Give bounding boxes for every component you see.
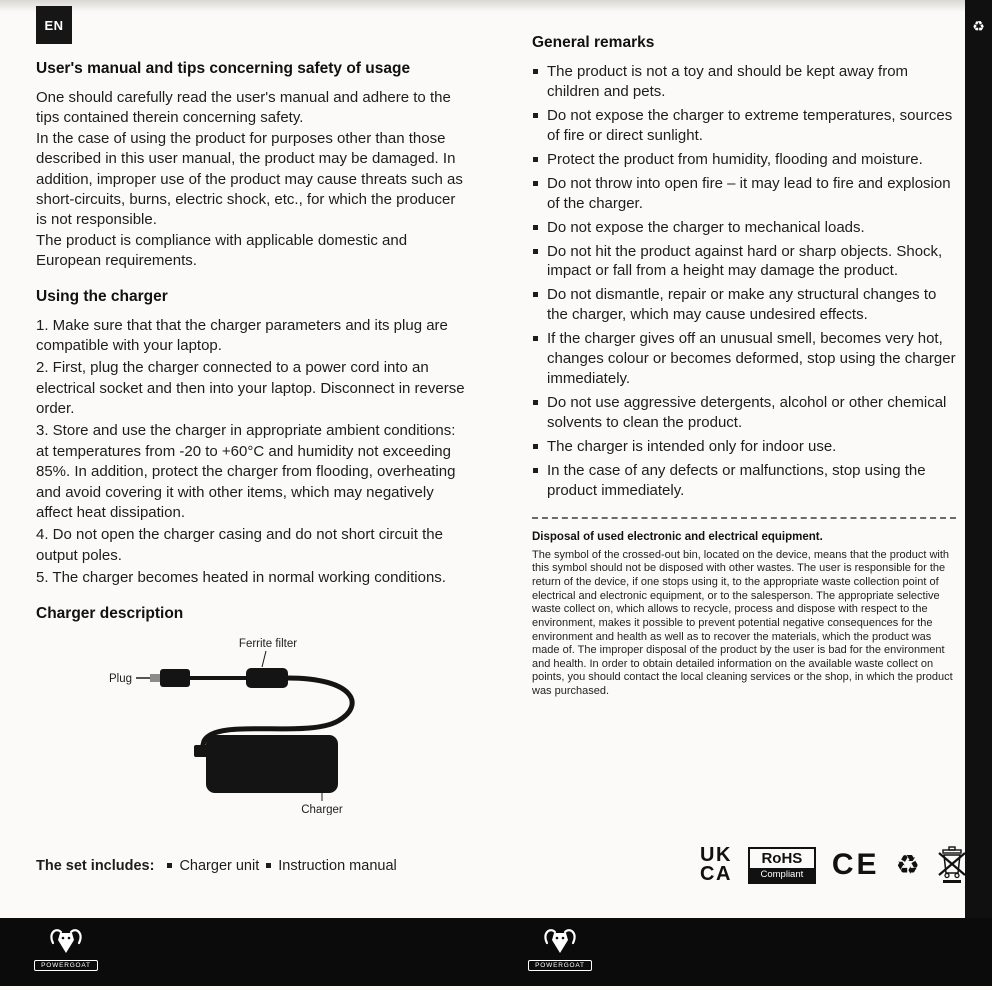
general-remark: If the charger gives off an unusual smell, becomes very hot, changes colour or becomes deformed, stop using the charger immediately. <box>532 329 956 389</box>
using-step: 5. The charger becomes heated in normal working conditions. <box>36 569 446 587</box>
safety-heading: User's manual and tips concerning safety of usage <box>36 60 411 77</box>
footer-bar <box>0 918 992 986</box>
rohs-mark-label: RoHS <box>761 849 803 867</box>
plug-tip <box>150 674 160 682</box>
rohs-mark-compliant: Compliant <box>750 868 814 882</box>
crossed-out-bin-icon <box>936 846 968 884</box>
right-column <box>532 34 956 699</box>
ferrite-pointer-line <box>262 651 266 667</box>
using-step: 3. Store and use the charger in appropriate ambient conditions: at temperatures from -20 to +60°C and humidity not exceeding 85%. In addition, protect the charger from flooding, overheating and avoid covering it with other items, which may negatively affect heat dissipation. <box>36 422 456 522</box>
general-remark: Do not hit the product against hard or sharp objects. Shock, impact or fall from a height may damage the product. <box>532 242 956 282</box>
charger-label: Charger <box>301 803 343 815</box>
disposal-body: The symbol of the crossed-out bin, located on the device, means that the product with this symbol should not be disposed with other wastes. The user is responsible for the return of the device, if one stops using it, to the appropriate waste collection point of electrical and electronic equipment, or to the salesperson. The appropriate selective waste collect on, which allows to recycle, process and dispose with respect to the environment, makes it possible to prevent potential negative consequences for the environment and health as well as to recover the materials, which the product was made of. The improper disposal of the product by the user is bad for the environment and health. In order to obtain detailed information on the available waste collect on points, you should contact the local cleaning services or the shop, in which the product was purchased. <box>532 548 953 697</box>
square-bullet-icon <box>266 863 271 868</box>
general-remark: Do not dismantle, repair or make any structural changes to the charger, which may cause undesired effects. <box>532 285 956 325</box>
dashed-divider <box>532 517 956 519</box>
goat-head-icon <box>46 926 86 954</box>
general-remark: Do not expose the charger to extreme temperatures, sources of fire or direct sunlight. <box>532 106 956 146</box>
brand-name: POWERGOAT <box>528 960 592 971</box>
set-includes <box>36 858 397 874</box>
rohs-mark <box>748 847 816 884</box>
edge-strip-recycle-icon: ♻ <box>972 18 985 34</box>
safety-paragraph: The product is compliance with applicable domestic and European requirements. <box>36 231 408 270</box>
ferrite-filter <box>246 668 288 688</box>
using-step: 4. Do not open the charger casing and do not short circuit the output poles. <box>36 526 443 564</box>
general-remarks-heading: General remarks <box>532 34 655 51</box>
ukca-mark <box>700 846 732 884</box>
set-includes-item: Instruction manual <box>278 858 397 874</box>
certification-marks <box>700 846 968 884</box>
safety-paragraph: One should carefully read the user's manual and adhere to the tips contained therein concerning safety. <box>36 89 451 127</box>
set-includes-item: Charger unit <box>179 858 260 874</box>
recycle-icon: ♻ <box>895 849 920 880</box>
general-remark: Protect the product from humidity, flooding and moisture. <box>532 150 956 170</box>
charger-diagram <box>36 633 456 815</box>
general-remark: In the case of any defects or malfunctions, stop using the product immediately. <box>532 461 956 501</box>
square-bullet-icon <box>167 863 172 868</box>
ce-mark: CE <box>831 848 880 881</box>
ukca-mark-bottom: CA <box>700 863 732 885</box>
using-steps <box>36 316 468 589</box>
general-remark: The product is not a toy and should be kept away from children and pets. <box>532 62 956 102</box>
general-remarks-list <box>532 62 956 501</box>
powergoat-logo <box>34 926 98 971</box>
safety-paragraphs <box>36 88 468 272</box>
goat-head-icon <box>540 926 580 954</box>
general-remark: Do not use aggressive detergents, alcohol or other chemical solvents to clean the product. <box>532 393 956 433</box>
using-heading: Using the charger <box>36 287 168 305</box>
left-column <box>36 60 468 815</box>
general-remark: The charger is intended only for indoor use. <box>532 437 956 457</box>
set-includes-label: The set includes: <box>36 858 155 874</box>
language-badge: EN <box>36 6 72 44</box>
using-step: 2. First, plug the charger connected to a power cord into an electrical socket and then into your laptop. Disconnect in reverse order. <box>36 359 465 418</box>
ferrite-filter-label: Ferrite filter <box>238 637 298 650</box>
general-remark: Do not throw into open fire – it may lead to fire and explosion of the charger. <box>532 174 956 214</box>
charger-body <box>206 735 338 793</box>
plug-label: Plug <box>108 672 132 685</box>
plug-body <box>160 669 190 687</box>
powergoat-logo <box>528 926 592 971</box>
brand-name: POWERGOAT <box>34 960 98 971</box>
ukca-mark-top: UK <box>700 844 732 866</box>
page-edge-strip <box>965 0 992 920</box>
general-remark: Do not expose the charger to mechanical loads. <box>532 218 956 238</box>
description-heading: Charger description <box>36 604 184 622</box>
disposal-heading: Disposal of used electronic and electrical equipment. <box>532 530 823 543</box>
using-step: 1. Make sure that that the charger parameters and its plug are compatible with your laptop. <box>36 316 448 354</box>
safety-paragraph: In the case of using the product for purposes other than those described in this user manual, the product may be damaged. In addition, improper use of the product may cause threats such as short-circuits, burns, electric shock, etc., for which the producer is not responsible. <box>36 129 463 229</box>
